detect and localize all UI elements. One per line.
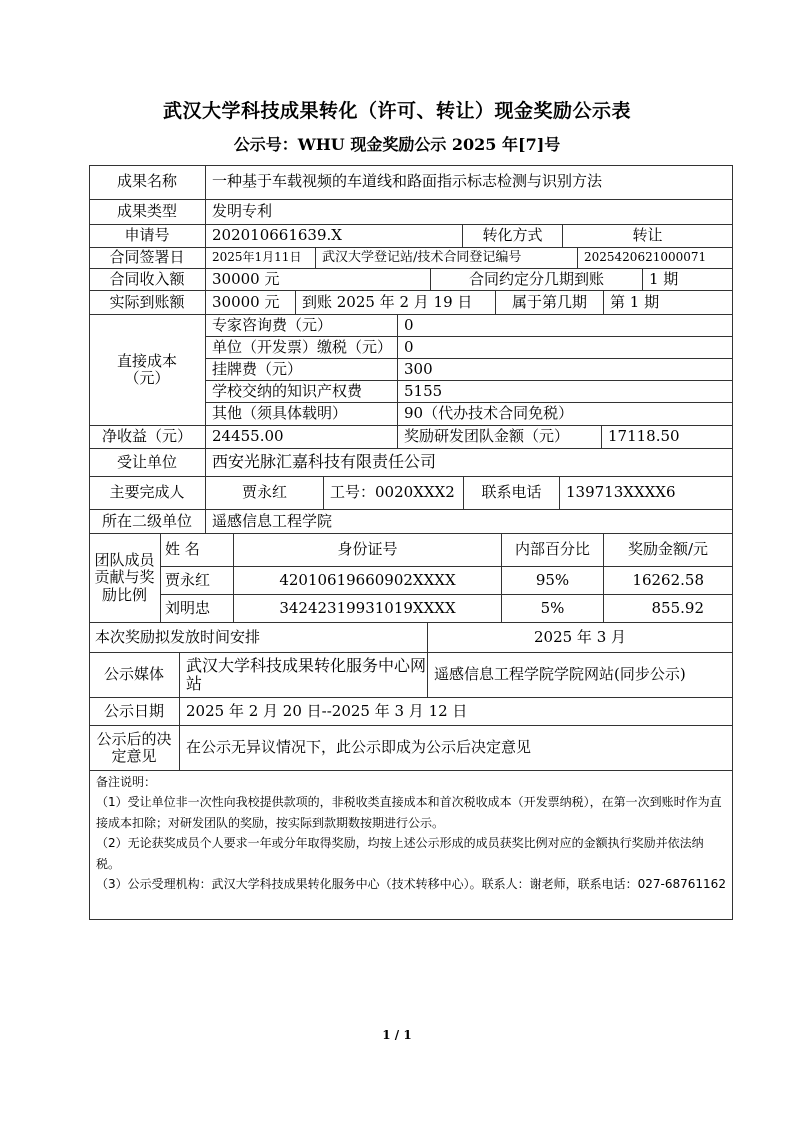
page-title: 武汉大学科技成果转化（许可、转让）现金奖励公示表 xyxy=(162,100,631,122)
value-staff-no: 0020XXX2 xyxy=(375,483,455,502)
value-period: 2025 年 2 月 20 日--2025 年 3 月 12 日 xyxy=(180,698,733,726)
col-header-ratio: 内部百分比 xyxy=(502,534,604,567)
value-tax: 0 xyxy=(398,337,733,359)
value-college: 遥感信息工程学院 xyxy=(206,510,733,534)
member-amount: 855.92 xyxy=(604,595,733,623)
value-transfer-mode: 转让 xyxy=(563,225,733,248)
remark-1: （1）受让单位非一次性向我校提供款项的，非税收类直接成本和首次税收成本（开发票纳税），在第一次到账时作为直接成本扣除；对研发团队的奖励，按实际到款期数按期进行公示。 xyxy=(96,795,722,830)
value-installments: 1 期 xyxy=(643,269,733,291)
label-listing-fee: 挂牌费（元） xyxy=(206,359,398,381)
value-consult-fee: 0 xyxy=(398,315,733,337)
label-phone: 联系电话 xyxy=(464,477,560,510)
label-receiver: 受让单位 xyxy=(89,449,206,477)
col-header-amount: 奖励金额/元 xyxy=(604,534,733,567)
value-sign-date: 2025年1月11日 xyxy=(206,248,316,269)
value-actual: 30000 元 xyxy=(206,291,296,315)
col-header-name: 姓 名 xyxy=(161,534,234,567)
label-media: 公示媒体 xyxy=(89,653,180,698)
label-app-no: 申请号 xyxy=(89,225,206,248)
remarks-heading: 备注说明： xyxy=(96,775,157,789)
label-name: 成果名称 xyxy=(89,165,206,200)
value-income: 30000 元 xyxy=(206,269,431,291)
label-ip-fee: 学校交纳的知识产权费 xyxy=(206,381,398,403)
label-team: 团队成员贡献与奖励比例 xyxy=(89,534,161,623)
member-amount: 16262.58 xyxy=(604,567,733,595)
label-installments: 合同约定分几期到账 xyxy=(431,269,643,291)
label-tax: 单位（开发票）缴税（元） xyxy=(206,337,398,359)
label-staff-no: 工号： xyxy=(330,483,376,502)
label-direct-cost: 直接成本（元） xyxy=(89,315,206,426)
value-media-primary: 武汉大学科技成果转化服务中心网站 xyxy=(180,653,428,698)
value-leader: 贾永红 xyxy=(206,477,324,510)
value-type: 发明专利 xyxy=(206,200,733,225)
label-net-income: 净收益（元） xyxy=(89,426,206,449)
label-team-award: 奖励研发团队金额（元） xyxy=(398,426,602,449)
remark-3: （3）公示受理机构：武汉大学科技成果转化服务中心（技术转移中心）。联系人：谢老师，联系电话：027-68761162 xyxy=(96,876,726,891)
value-phone: 139713XXXX6 xyxy=(560,477,733,510)
value-receiver: 西安光脉汇嘉科技有限责任公司 xyxy=(206,449,733,477)
member-id: 34242319931019XXXX xyxy=(234,595,502,623)
remarks xyxy=(89,770,733,920)
arrival-date: 到账 2025 年 2 月 19 日 xyxy=(296,291,496,315)
label-income: 合同收入额 xyxy=(89,269,206,291)
label-college: 所在二级单位 xyxy=(89,510,206,534)
value-listing-fee: 300 xyxy=(398,359,733,381)
value-reg-no: 2025420621000071 xyxy=(578,248,733,269)
member-ratio: 95% xyxy=(502,567,604,595)
label-decision: 公示后的决定意见 xyxy=(89,726,180,771)
value-other: 90（代办技术合同免税） xyxy=(398,403,733,426)
label-other: 其他（须具体载明） xyxy=(206,403,398,426)
col-header-id: 身份证号 xyxy=(234,534,502,567)
staff-number xyxy=(324,477,464,510)
value-decision: 在公示无异议情况下，此公示即成为公示后决定意见 xyxy=(180,726,733,771)
value-which-period: 第 1 期 xyxy=(604,291,733,315)
value-schedule: 2025 年 3 月 xyxy=(428,623,733,653)
label-type: 成果类型 xyxy=(89,200,206,225)
member-name: 刘明忠 xyxy=(161,595,234,623)
member-name: 贾永红 xyxy=(161,567,234,595)
label-consult-fee: 专家咨询费（元） xyxy=(206,315,398,337)
label-period: 公示日期 xyxy=(89,698,180,726)
label-reg-no: 武汉大学登记站/技术合同登记编号 xyxy=(316,248,578,269)
value-team-award: 17118.50 xyxy=(602,426,733,449)
page-number: 1 / 1 xyxy=(382,1028,412,1042)
label-sign-date: 合同签署日 xyxy=(89,248,206,269)
value-name: 一种基于车载视频的车道线和路面指示标志检测与识别方法 xyxy=(206,165,733,200)
remark-2: （2）无论获奖成员个人要求一年或分年取得奖励，均按上述公示形成的成员获奖比例对应的金额执行奖励并依法纳税。 xyxy=(96,836,704,871)
value-media-secondary: 遥感信息工程学院学院网站(同步公示) xyxy=(428,653,733,698)
announcement-number: 公示号：WHU 现金奖励公示 2025 年[7]号 xyxy=(233,135,561,154)
member-id: 42010619660902XXXX xyxy=(234,567,502,595)
label-transfer-mode: 转化方式 xyxy=(463,225,563,248)
value-ip-fee: 5155 xyxy=(398,381,733,403)
label-schedule: 本次奖励拟发放时间安排 xyxy=(89,623,428,653)
label-leader: 主要完成人 xyxy=(89,477,206,510)
member-ratio: 5% xyxy=(502,595,604,623)
value-net-income: 24455.00 xyxy=(206,426,398,449)
value-app-no: 202010661639.X xyxy=(206,225,463,248)
label-actual: 实际到账额 xyxy=(89,291,206,315)
label-which-period: 属于第几期 xyxy=(496,291,604,315)
